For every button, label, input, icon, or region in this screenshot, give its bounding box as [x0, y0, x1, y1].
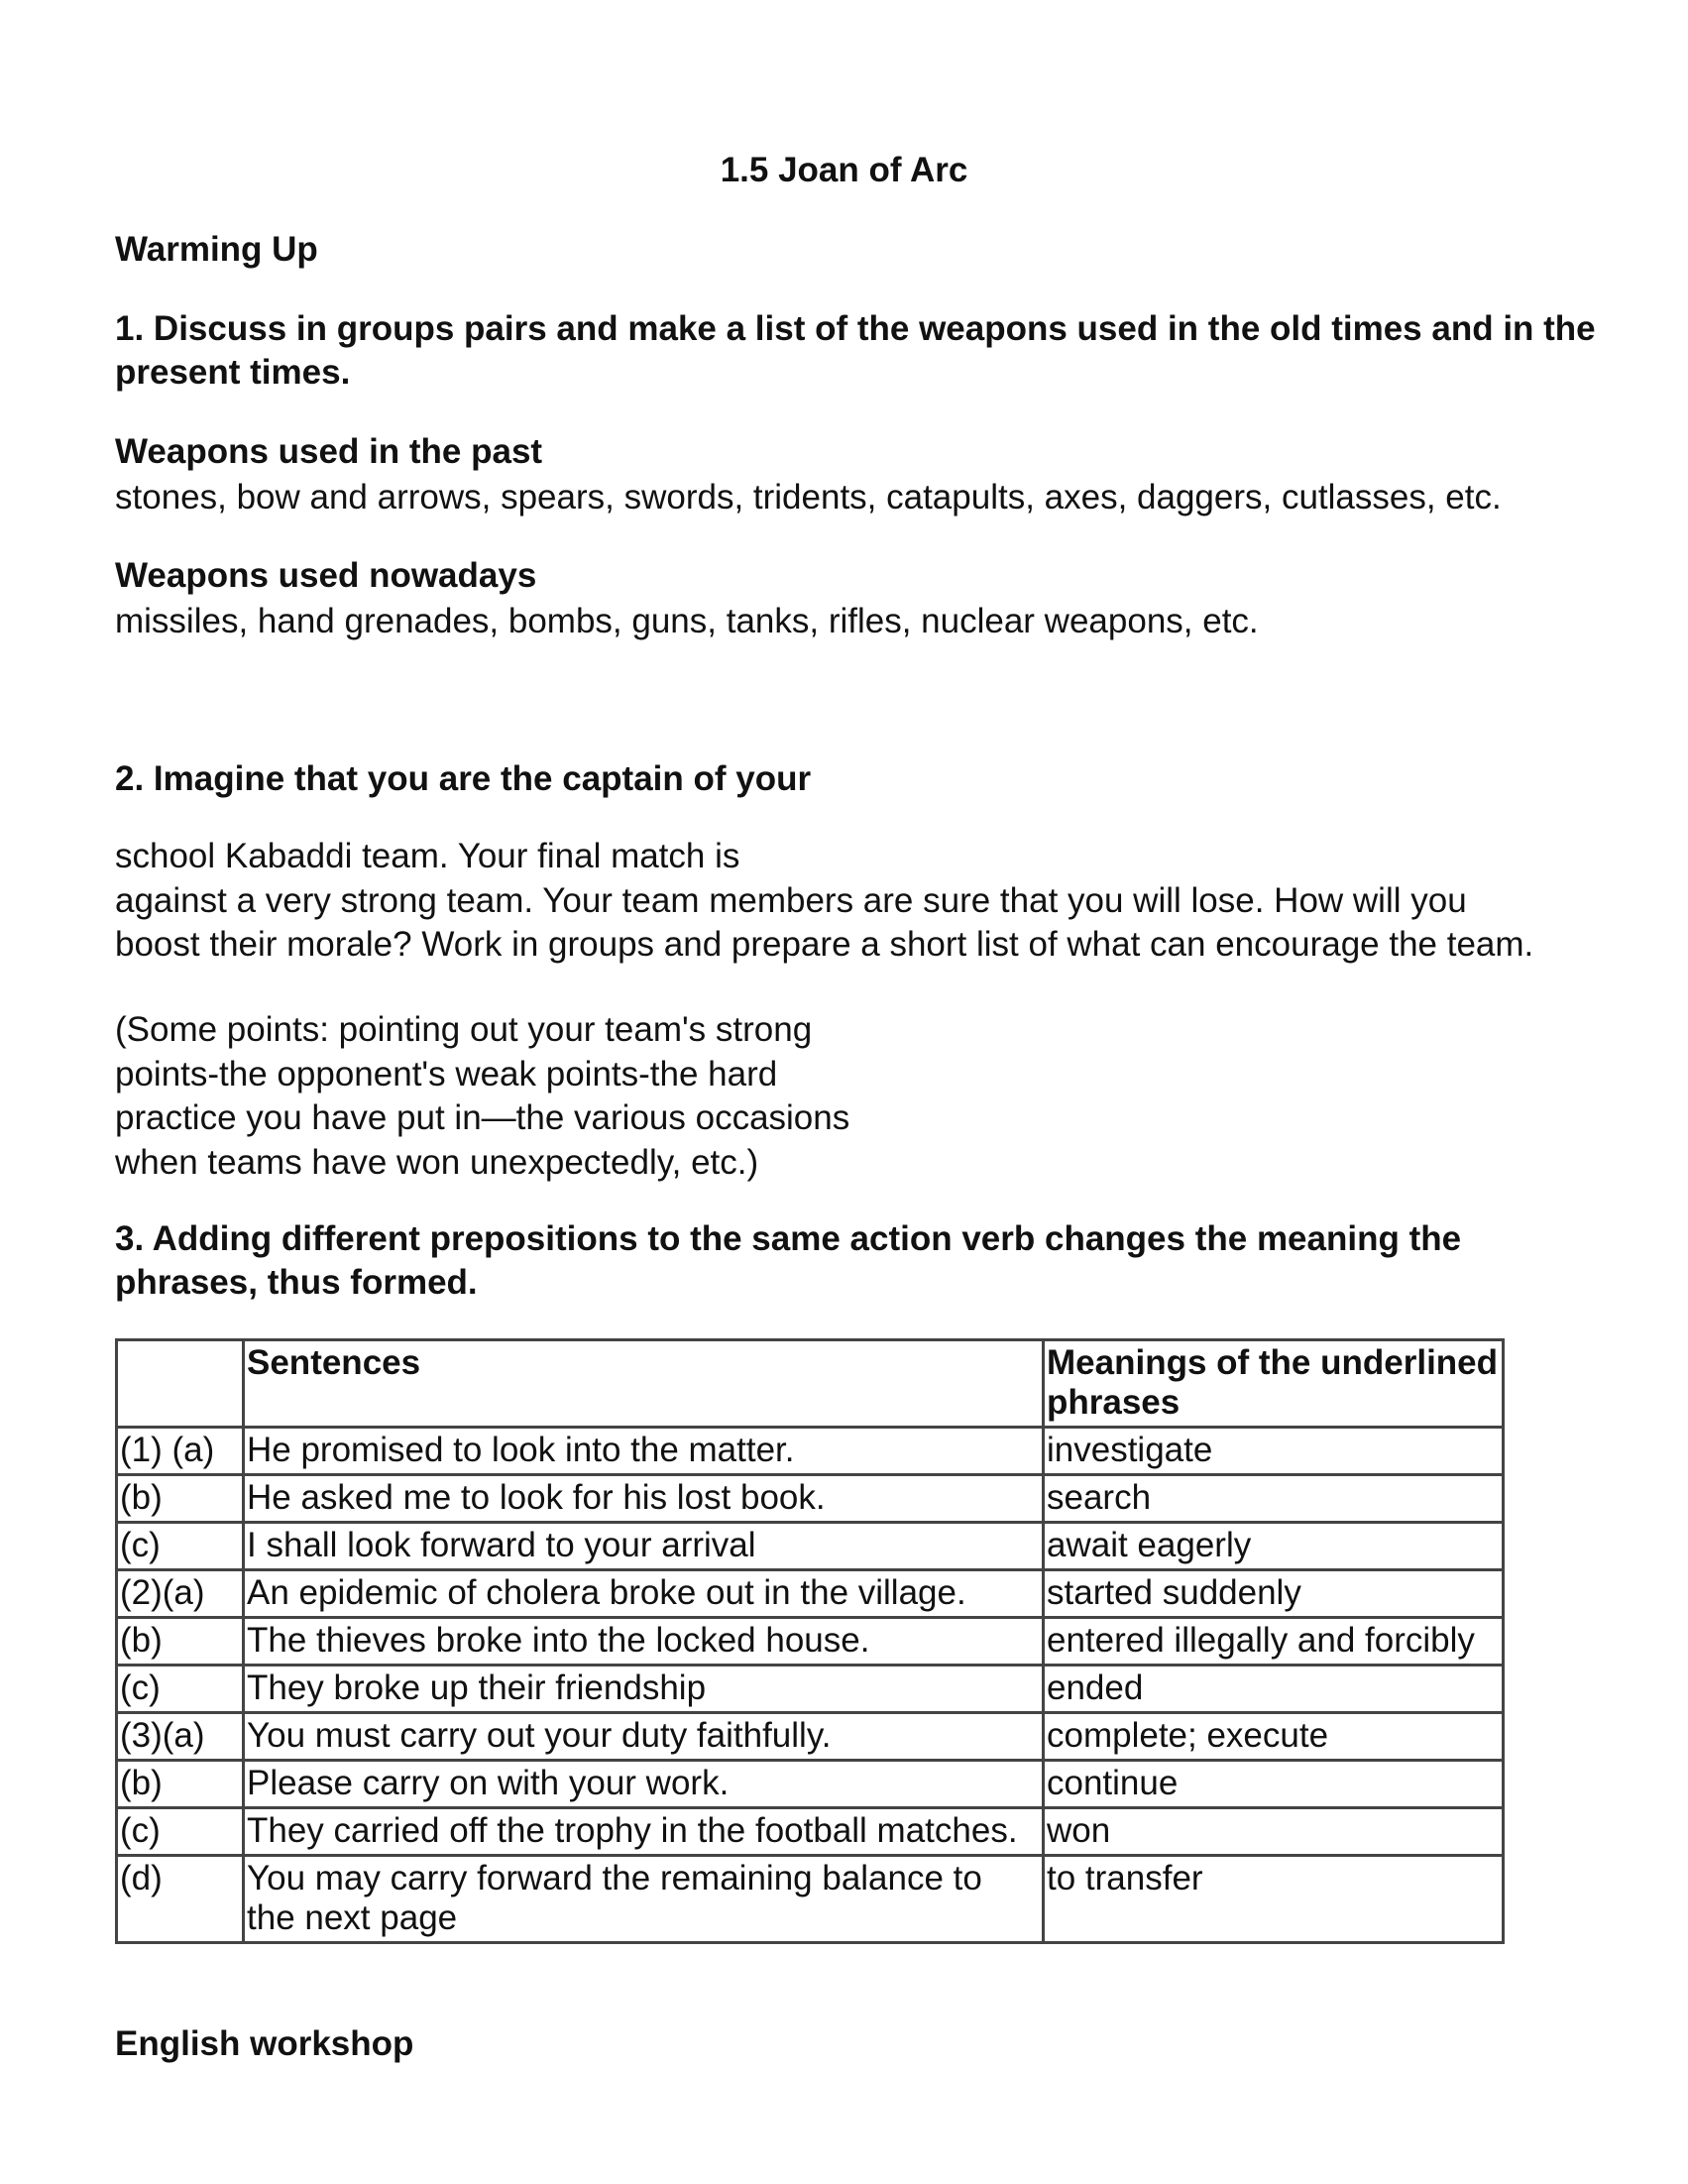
row-meaning: search	[1044, 1475, 1504, 1523]
row-meaning: investigate	[1044, 1428, 1504, 1475]
table-row	[117, 1856, 1504, 1943]
table-row	[117, 1618, 1504, 1666]
weapons-past-heading: Weapons used in the past	[115, 432, 543, 471]
row-sentence: An epidemic of cholera broke out in the village.	[244, 1570, 1044, 1618]
row-label: (b)	[117, 1618, 244, 1666]
row-sentence: Please carry on with your work.	[244, 1761, 1044, 1808]
question-3: 3. Adding different prepositions to the same action verb changes the meaning the phrases, thus formed.	[115, 1219, 1462, 1302]
row-sentence: I shall look forward to your arrival	[244, 1523, 1044, 1570]
row-sentence: You must carry out your duty faithfully.	[244, 1713, 1044, 1761]
row-meaning: ended	[1044, 1666, 1504, 1713]
points-line: (Some points: pointing out your team's strong	[115, 1010, 813, 1049]
row-meaning: complete; execute	[1044, 1713, 1504, 1761]
row-meaning: to transfer	[1044, 1856, 1504, 1943]
question-2: 2. Imagine that you are the captain of your	[115, 759, 812, 798]
row-label: (3)(a)	[117, 1713, 244, 1761]
question-2-line: against a very strong team. Your team members are sure that you will lose. How will you	[115, 880, 1467, 920]
prepositions-table	[115, 1338, 1505, 1944]
question-1: 1. Discuss in groups pairs and make a list of the weapons used in the old times and in the present times.	[115, 309, 1596, 392]
row-label: (d)	[117, 1856, 244, 1943]
table-header-row	[117, 1340, 1504, 1428]
row-meaning: entered illegally and forcibly	[1044, 1618, 1504, 1666]
row-meaning: await eagerly	[1044, 1523, 1504, 1570]
english-workshop-heading: English workshop	[115, 2024, 414, 2063]
row-sentence: He asked me to look for his lost book.	[244, 1475, 1044, 1523]
row-label: (1) (a)	[117, 1428, 244, 1475]
row-label: (2)(a)	[117, 1570, 244, 1618]
question-2-line: school Kabaddi team. Your final match is	[115, 837, 740, 875]
row-meaning: started suddenly	[1044, 1570, 1504, 1618]
weapons-past-text: stones, bow and arrows, spears, swords, tridents, catapults, axes, daggers, cutlasses, etc.	[115, 478, 1502, 517]
row-label: (c)	[117, 1523, 244, 1570]
row-sentence: The thieves broke into the locked house.	[244, 1618, 1044, 1666]
row-sentence: They carried off the trophy in the football matches.	[244, 1808, 1044, 1856]
table-row	[117, 1713, 1504, 1761]
table-row	[117, 1475, 1504, 1523]
question-2-points	[115, 1008, 849, 1185]
table-row	[117, 1761, 1504, 1808]
weapons-now-heading: Weapons used nowadays	[115, 556, 537, 595]
table-row	[117, 1570, 1504, 1618]
question-2-line: boost their morale? Work in groups and prepare a short list of what can encourage the team.	[115, 925, 1534, 964]
table-row	[117, 1666, 1504, 1713]
row-label: (c)	[117, 1808, 244, 1856]
row-meaning: won	[1044, 1808, 1504, 1856]
row-sentence: They broke up their friendship	[244, 1666, 1044, 1713]
table-row	[117, 1523, 1504, 1570]
points-line: practice you have put in—the various occasions	[115, 1098, 850, 1137]
warming-up-heading: Warming Up	[115, 230, 318, 269]
header-cell-meanings: Meanings of the underlined phrases	[1044, 1340, 1504, 1428]
page-title: 1.5 Joan of Arc	[720, 151, 968, 189]
row-label: (b)	[117, 1475, 244, 1523]
weapons-now-text: missiles, hand grenades, bombs, guns, tanks, rifles, nuclear weapons, etc.	[115, 602, 1259, 640]
row-sentence: You may carry forward the remaining balance to the next page	[244, 1856, 1044, 1943]
row-sentence: He promised to look into the matter.	[244, 1428, 1044, 1475]
table-row	[117, 1808, 1504, 1856]
header-cell-sentences: Sentences	[244, 1340, 1044, 1428]
points-line: when teams have won unexpectedly, etc.)	[115, 1142, 759, 1182]
row-meaning: continue	[1044, 1761, 1504, 1808]
table-row	[117, 1428, 1504, 1475]
row-label: (b)	[117, 1761, 244, 1808]
header-cell-index	[117, 1340, 244, 1428]
question-2-body	[115, 835, 1533, 968]
points-line: points-the opponent's weak points-the hard	[115, 1054, 778, 1093]
row-label: (c)	[117, 1666, 244, 1713]
